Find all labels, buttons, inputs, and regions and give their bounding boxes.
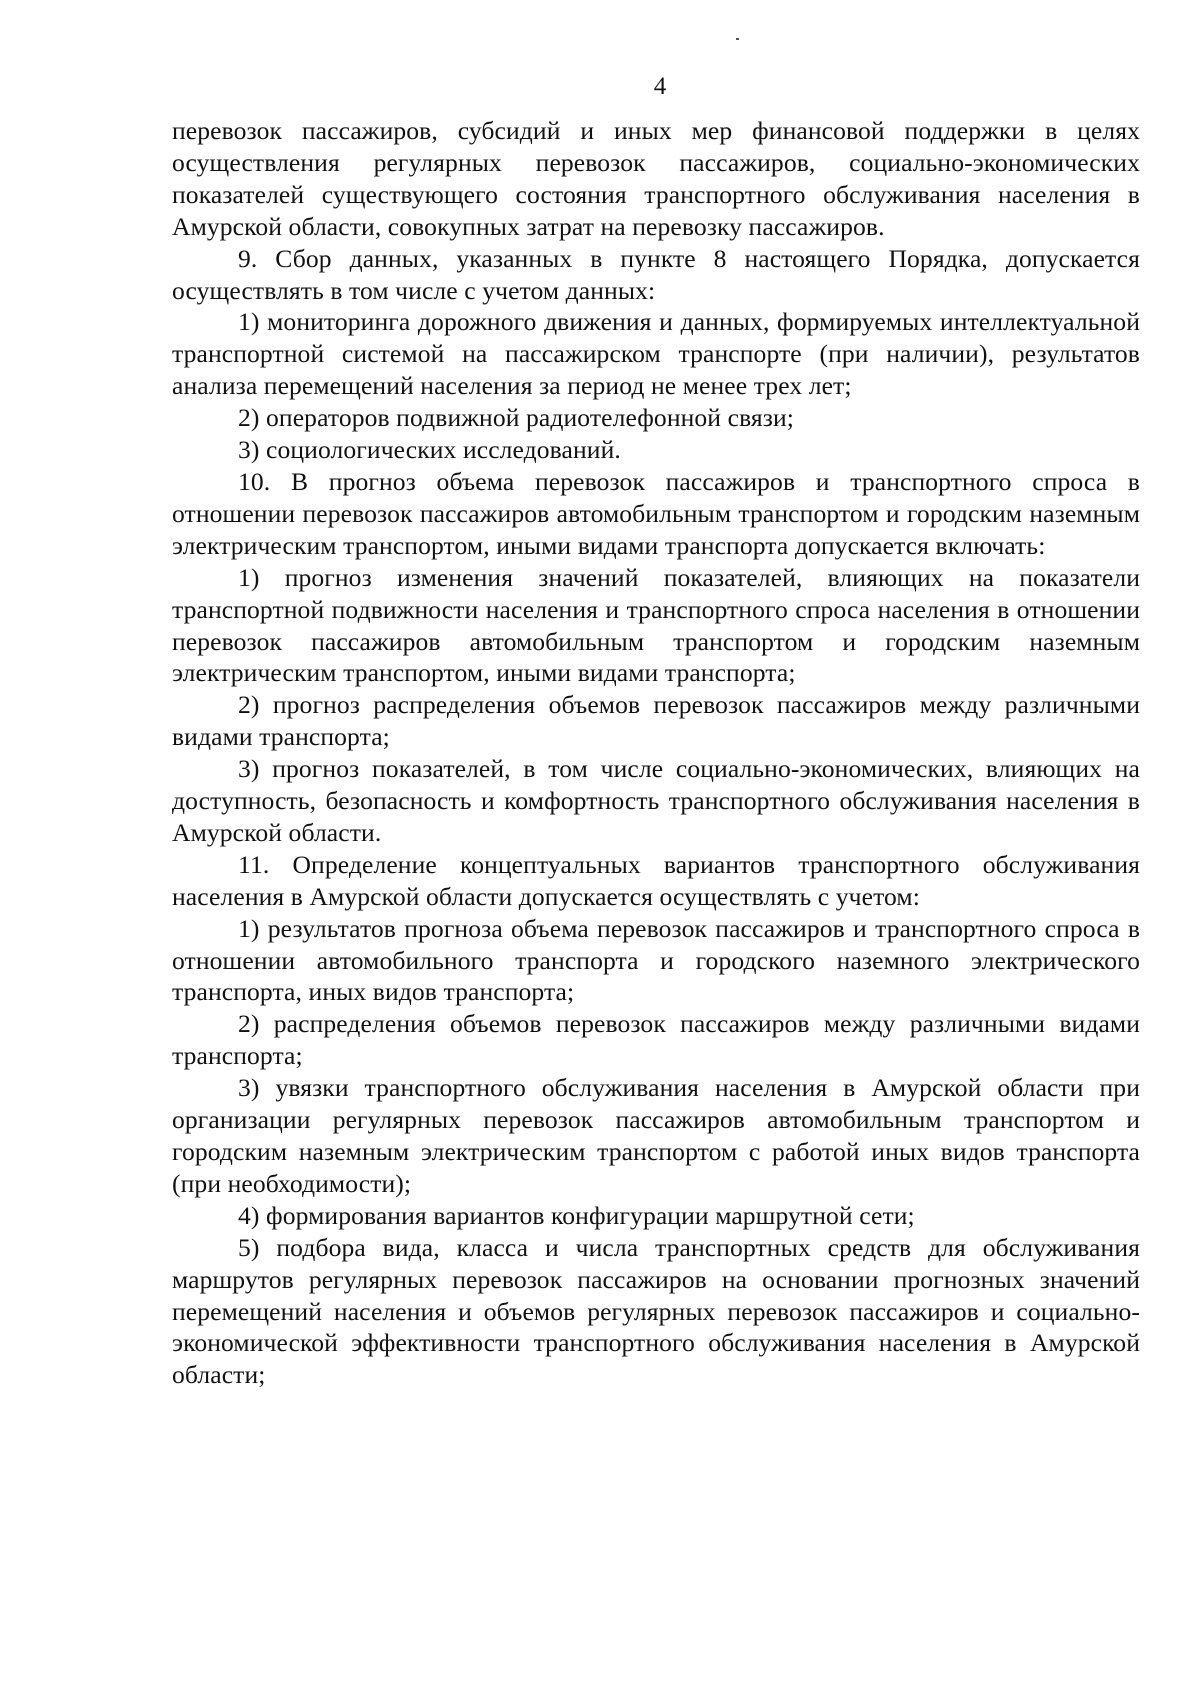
- paragraph-11-subitem-2: 2) распределения объемов перевозок пассажиров между различными видами транспорта;: [172, 1009, 1140, 1071]
- paragraph-11-subitem-4: 4) формирования вариантов конфигурации маршрутной сети;: [238, 1200, 915, 1230]
- paragraph-9-subitem-1: 1) мониторинга дорожного движения и данных, формируемых интеллектуальной транспортной системой на пассажирском транспорте (при наличии), результатов анализа перемещений населения за период не менее трех лет;: [172, 307, 1140, 401]
- paragraph-11-subitem-1: 1) результатов прогноза объема перевозок пассажиров и транспортного спроса в отношении автомобильного транспорта и городского наземного электрического транспорта, иных видов транспорта;: [172, 913, 1140, 1007]
- paragraph-item-10: 10. В прогноз объема перевозок пассажиров и транспортного спроса в отношении перевозок пассажиров автомобильным транспортом и городским наземным электрическим транспортом, иными видами транспорта допускается включать:: [172, 466, 1140, 560]
- paragraph-10-subitem-2: 2) прогноз распределения объемов перевозок пассажиров между различными видами транспорта;: [172, 690, 1140, 752]
- paragraph-10-subitem-1: 1) прогноз изменения значений показателей, влияющих на показатели транспортной подвижности населения и транспортного спроса населения в отношении перевозок пассажиров автомобильным транспортом и городским наземным электрическим транспортом, иными видами транспорта;: [172, 562, 1140, 688]
- paragraph-11-subitem-3: 3) увязки транспортного обслуживания населения в Амурской области при организации регулярных перевозок пассажиров автомобильным транспортом и городским наземным электрическим транспортом с работой иных видов транспорта (при необходимости);: [172, 1073, 1140, 1198]
- page-number: 4: [653, 73, 667, 100]
- paragraph-9-subitem-3: 3) социологических исследований.: [238, 435, 621, 465]
- paragraph-10-subitem-3: 3) прогноз показателей, в том числе социально-экономических, влияющих на доступность, безопасность и комфортность транспортного обслуживания населения в Амурской области.: [172, 754, 1140, 847]
- document-body: [172, 115, 1140, 1391]
- paragraph-9-subitem-2: 2) операторов подвижной радиотелефонной связи;: [238, 403, 795, 433]
- paragraph-continuation: перевозок пассажиров, субсидий и иных мер финансовой поддержки в целях осуществления регулярных перевозок пассажиров, социально-экономических показателей существующего состояния транспортного обслуживания населения в Амурской области, совокупных затрат на перевозку пассажиров.: [172, 116, 1140, 241]
- paragraph-item-11: 11. Определение концептуальных вариантов транспортного обслуживания населения в Амурской области допускается осуществлять с учетом:: [172, 849, 1140, 911]
- scan-artifact: [736, 38, 739, 40]
- paragraph-item-9: 9. Сбор данных, указанных в пункте 8 настоящего Порядка, допускается осуществлять в том числе с учетом данных:: [172, 243, 1140, 305]
- paragraph-11-subitem-5: 5) подбора вида, класса и числа транспортных средств для обслуживания маршрутов регулярных перевозок пассажиров на основании прогнозных значений перемещений населения и объемов регулярных перевозок пассажиров и социально-экономической эффективности транспортного обслуживания населения в Амурской области;: [172, 1232, 1140, 1390]
